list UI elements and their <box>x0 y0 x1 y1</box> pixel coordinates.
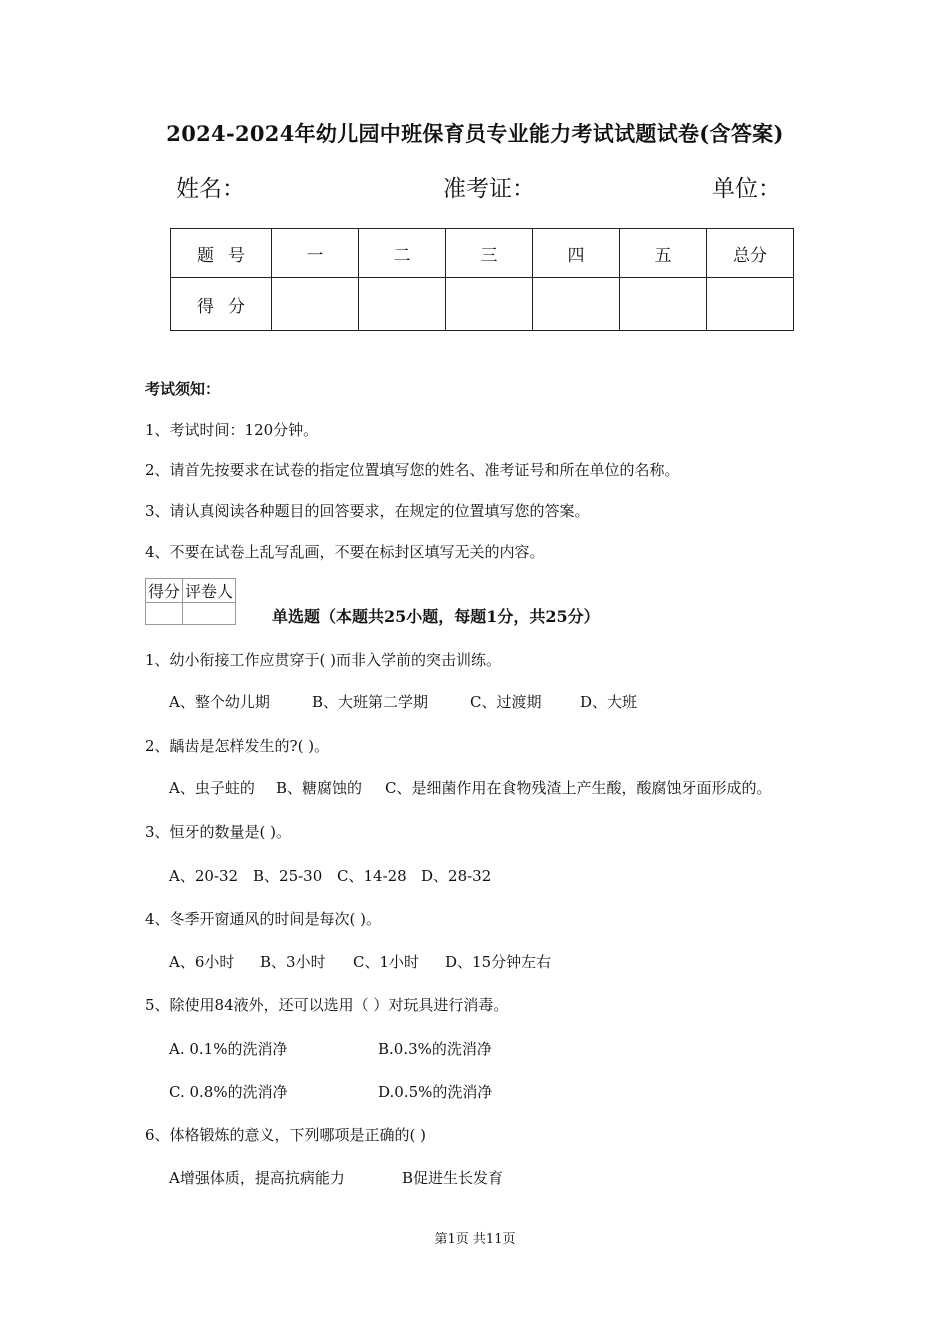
question-stem: 1、幼小衔接工作应贯穿于( )而非入学前的突击训练。 <box>145 651 502 669</box>
question-option: B、大班第二学期 <box>312 693 429 711</box>
question-stem: 6、体格锻炼的意义，下列哪项是正确的( ) <box>145 1126 427 1144</box>
question-stem: 5、除使用84液外，还可以选用（ ）对玩具进行消毒。 <box>145 996 509 1014</box>
notice-item: 4、不要在试卷上乱写乱画，不要在标封区填写无关的内容。 <box>145 543 545 561</box>
grader-box <box>145 578 236 625</box>
question-option: D.0.5%的洗消净 <box>378 1083 493 1101</box>
score-cell <box>272 278 359 331</box>
question-option: D、28-32 <box>421 867 492 885</box>
question-option: B.0.3%的洗消净 <box>378 1040 492 1058</box>
question-stem: 2、龋齿是怎样发生的?( )。 <box>145 737 330 755</box>
name-field-label: 姓名： <box>176 176 245 202</box>
header-cell-3: 三 <box>446 229 533 278</box>
section-title: 单选题（本题共25小题，每题1分，共25分） <box>272 607 600 626</box>
header-cell-total: 总分 <box>707 229 794 278</box>
page-footer: 第1页 共11页 <box>434 1232 516 1247</box>
question-option: B、糖腐蚀的 <box>276 779 363 797</box>
question-option: A. 0.1%的洗消净 <box>169 1040 288 1058</box>
score-cell <box>707 278 794 331</box>
question-option: C、是细菌作用在食物残渣上产生酸，酸腐蚀牙面形成的。 <box>385 779 772 797</box>
question-option: B促进生长发育 <box>402 1169 504 1187</box>
question-option: A、6小时 <box>169 953 235 971</box>
score-cell <box>533 278 620 331</box>
notice-item: 1、考试时间：120分钟。 <box>145 421 319 439</box>
notice-item: 2、请首先按要求在试卷的指定位置填写您的姓名、准考证号和所在单位的名称。 <box>145 461 680 479</box>
header-cell-4: 四 <box>533 229 620 278</box>
question-stem: 4、冬季开窗通风的时间是每次( )。 <box>145 910 382 928</box>
question-option: B、3小时 <box>260 953 326 971</box>
notice-item: 3、请认真阅读各种题目的回答要求，在规定的位置填写您的答案。 <box>145 502 590 520</box>
score-table <box>170 228 794 331</box>
header-cell-1: 一 <box>272 229 359 278</box>
exam-number-field-label: 准考证： <box>443 176 535 202</box>
score-row-label: 得分 <box>171 278 272 331</box>
question-option: A、整个幼儿期 <box>169 693 270 711</box>
question-option: D、15分钟左右 <box>445 953 552 971</box>
score-cell <box>620 278 707 331</box>
question-option: C. 0.8%的洗消净 <box>169 1083 288 1101</box>
header-cell-2: 二 <box>359 229 446 278</box>
question-option: A、虫子蛀的 <box>169 779 255 797</box>
unit-field-label: 单位： <box>712 176 781 202</box>
question-option: A、20-32 <box>169 867 239 885</box>
question-stem: 3、恒牙的数量是( )。 <box>145 823 292 841</box>
score-cell <box>359 278 446 331</box>
score-table-score-row <box>171 278 794 331</box>
question-option: C、14-28 <box>337 867 407 885</box>
page-title: 2024-2024年幼儿园中班保育员专业能力考试试题试卷(含答案) <box>166 121 784 146</box>
score-cell <box>446 278 533 331</box>
grader-score-cell <box>146 603 183 625</box>
header-cell-5: 五 <box>620 229 707 278</box>
question-option: C、1小时 <box>353 953 420 971</box>
grader-score-label: 得分 <box>146 579 183 603</box>
question-option: D、大班 <box>580 693 638 711</box>
question-option: C、过渡期 <box>470 693 542 711</box>
header-cell-label: 题号 <box>171 229 272 278</box>
notice-heading: 考试须知： <box>145 380 221 398</box>
grader-reviewer-cell <box>183 603 236 625</box>
question-option: B、25-30 <box>253 867 323 885</box>
grader-reviewer-label: 评卷人 <box>183 579 236 603</box>
score-table-header-row <box>171 229 794 278</box>
question-option: A增强体质，提高抗病能力 <box>169 1169 345 1187</box>
